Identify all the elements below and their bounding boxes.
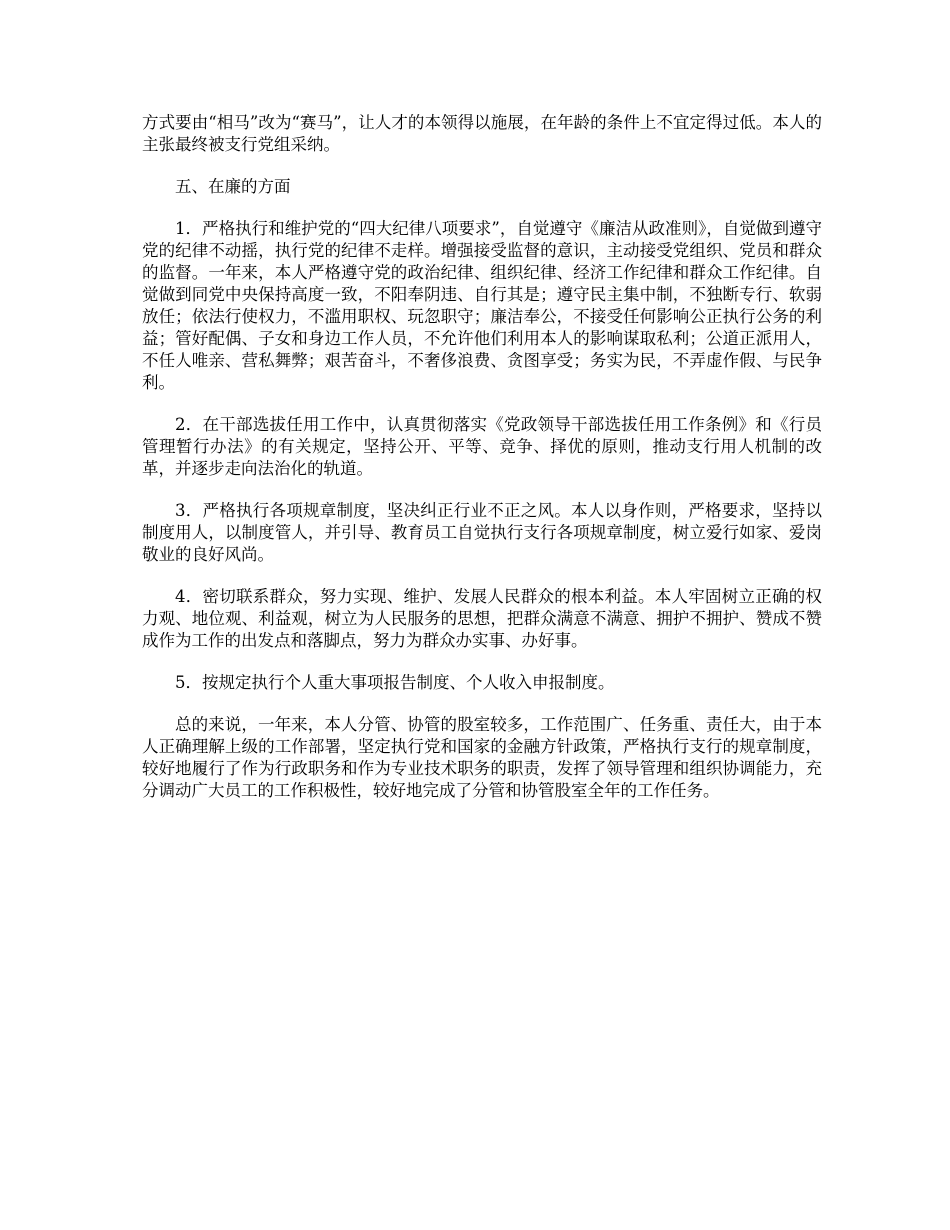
section-heading-integrity: 五、在廉的方面 <box>175 177 291 196</box>
paragraph-item-1: 1．严格执行和维护党的“四大纪律八项要求”，自觉遵守《廉洁从政准则》，自觉做到遵守党的纪律不动摇，执行党的纪律不走样。增强接受监督的意识，主动接受党组织、党员和群众的监督。一年来，本人严格遵守党的政治纪律、组织纪律、经济工作纪律和群众工作纪律。自觉做到同党中央保持高度一致，不阳奉阴违、自行其是；遵守民主集中制，不独断专行、软弱放任；依法行使权力，不滥用职权、玩忽职守；廉洁奉公，不接受任何影响公正执行公务的利益；管好配偶、子女和身边工作人员，不允许他们利用本人的影响谋取私利；公道正派用人，不任人唯亲、营私舞弊；艰苦奋斗，不奢侈浪费、贪图享受；务实为民，不弄虚作假、与民争利。 <box>142 219 822 392</box>
paragraph-item-2: 2．在干部选拔任用工作中，认真贯彻落实《党政领导干部选拔任用工作条例》和《行员管理暂行办法》的有关规定，坚持公开、平等、竞争、择优的原则，推动支行用人机制的改革，并逐步走向法治化的轨道。 <box>142 415 822 478</box>
paragraph-continuation: 方式要由“相马”改为“赛马”，让人才的本领得以施展，在年龄的条件上不宜定得过低。本人的主张最终被支行党组采纳。 <box>142 113 822 154</box>
paragraph-item-3: 3．严格执行各项规章制度，坚决纠正行业不正之风。本人以身作则，严格要求，坚持以制度用人，以制度管人，并引导、教育员工自觉执行支行各项规章制度，树立爱行如家、爱岗敬业的良好风尚。 <box>142 501 822 564</box>
paragraph-item-4: 4．密切联系群众，努力实现、维护、发展人民群众的根本利益。本人牢固树立正确的权力观、地位观、利益观，树立为人民服务的思想，把群众满意不满意、拥护不拥护、赞成不赞成作为工作的出发点和落脚点，努力为群众办实事、办好事。 <box>142 587 822 650</box>
paragraph-item-5: 5．按规定执行个人重大事项报告制度、个人收入申报制度。 <box>175 673 615 692</box>
paragraph-summary: 总的来说，一年来，本人分管、协管的股室较多，工作范围广、任务重、责任大，由于本人正确理解上级的工作部署，坚定执行党和国家的金融方针政策，严格执行支行的规章制度，较好地履行了作为行政职务和作为专业技术职务的职责，发挥了领导管理和组织协调能力，充分调动广大员工的工作积极性，较好地完成了分管和协管股室全年的工作任务。 <box>142 715 822 800</box>
document-body <box>142 112 822 822</box>
